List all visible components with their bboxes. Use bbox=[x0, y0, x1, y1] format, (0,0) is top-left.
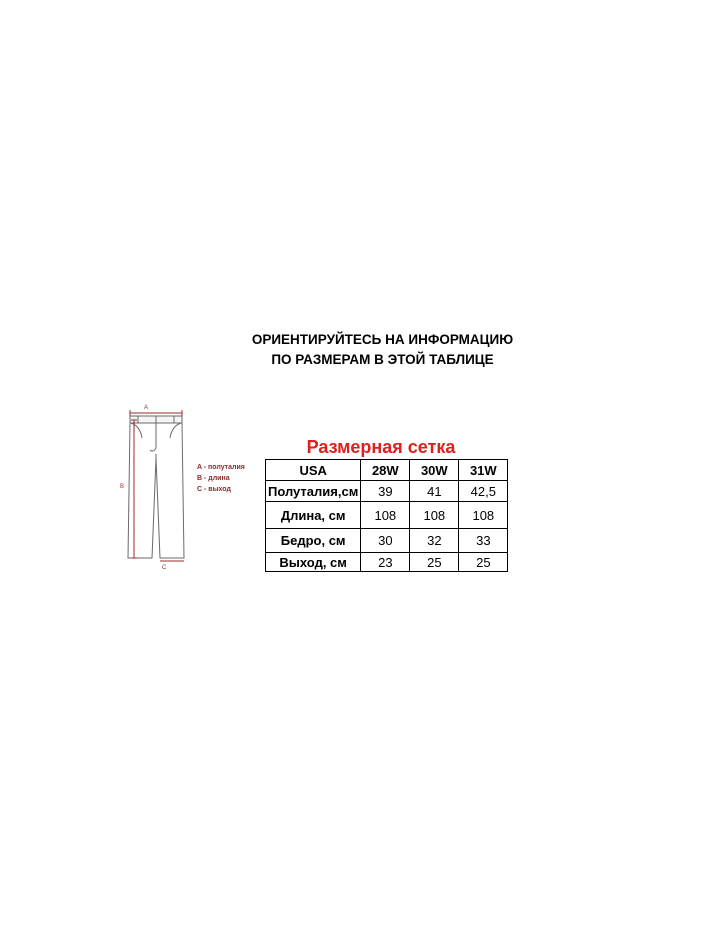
header-cell: 31W bbox=[459, 460, 508, 481]
diagram-legend bbox=[197, 462, 245, 495]
page-heading bbox=[210, 330, 555, 370]
table-cell: 108 bbox=[410, 502, 459, 529]
size-chart-title: Размерная сетка bbox=[306, 437, 456, 457]
table-cell: 41 bbox=[410, 481, 459, 502]
legend-item-c: C - выход bbox=[197, 486, 231, 493]
table-header-row bbox=[266, 460, 508, 481]
heading-line-1: ОРИЕНТИРУЙТЕСЬ НА ИНФОРМАЦИЮ bbox=[251, 332, 514, 347]
legend-item-b: B - длина bbox=[197, 475, 230, 482]
table-row bbox=[266, 502, 508, 529]
header-cell: 28W bbox=[361, 460, 410, 481]
table-row bbox=[266, 553, 508, 572]
label-b: B bbox=[120, 484, 125, 490]
table-cell: 108 bbox=[459, 502, 508, 529]
table-cell: 25 bbox=[410, 553, 459, 572]
table-cell: 108 bbox=[361, 502, 410, 529]
pants-measurement-diagram bbox=[112, 398, 202, 570]
table-cell: 25 bbox=[459, 553, 508, 572]
row-label: Выход, см bbox=[266, 553, 361, 572]
row-label: Полуталия,см bbox=[266, 481, 361, 502]
table-cell: 32 bbox=[410, 529, 459, 553]
table-cell: 23 bbox=[361, 553, 410, 572]
heading-line-2: ПО РАЗМЕРАМ В ЭТОЙ ТАБЛИЦЕ bbox=[271, 352, 494, 367]
label-a: A bbox=[144, 405, 149, 411]
table-row bbox=[266, 481, 508, 502]
header-cell: 30W bbox=[410, 460, 459, 481]
label-c: C bbox=[162, 565, 167, 570]
row-label: Бедро, см bbox=[266, 529, 361, 553]
table-cell: 30 bbox=[361, 529, 410, 553]
legend-item-a: A - полуталия bbox=[197, 464, 245, 471]
row-label: Длина, см bbox=[266, 502, 361, 529]
table-row bbox=[266, 529, 508, 553]
table-cell: 39 bbox=[361, 481, 410, 502]
table-cell: 33 bbox=[459, 529, 508, 553]
size-table bbox=[265, 459, 508, 572]
header-cell: USA bbox=[266, 460, 361, 481]
table-cell: 42,5 bbox=[459, 481, 508, 502]
